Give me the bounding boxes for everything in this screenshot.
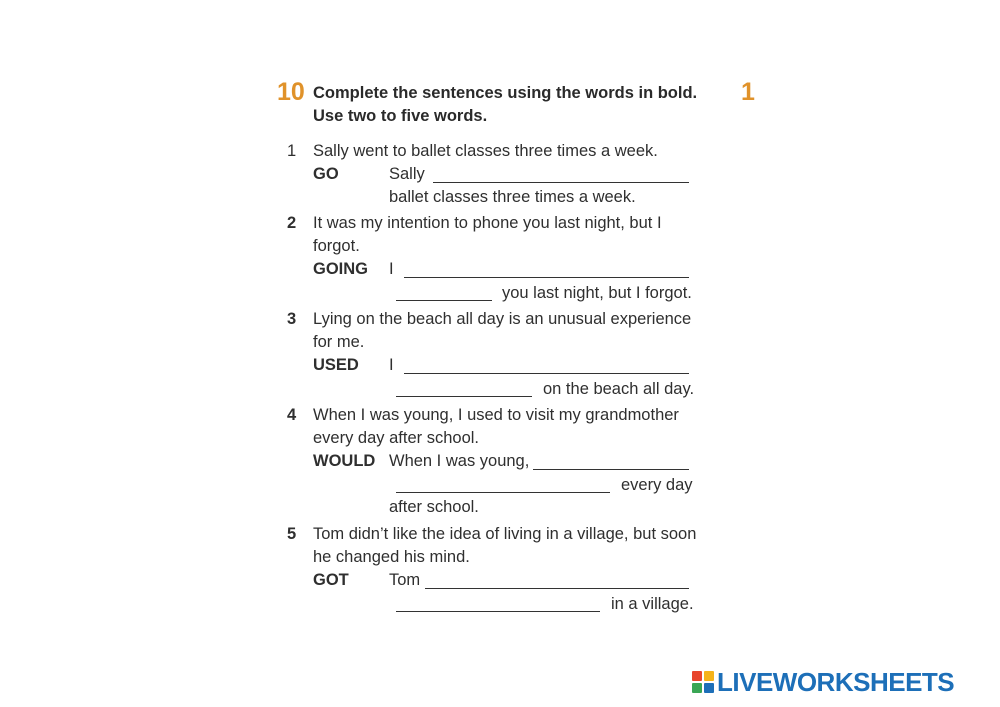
instructions-line-2: Use two to five words.: [313, 107, 488, 125]
item-continuation: every day: [621, 476, 693, 494]
instructions-line-1: Complete the sentences using the words in bold.: [313, 84, 698, 102]
item-continuation: on the beach all day.: [543, 380, 695, 398]
item-sentence: Tom didn’t like the idea of living in a village, but soon: [313, 525, 697, 543]
item-start-text: Sally: [389, 165, 425, 183]
answer-blank-2[interactable]: [396, 492, 610, 493]
item-start-text: I: [389, 356, 394, 374]
exercise-instructions: [313, 82, 697, 128]
item-continuation: you last night, but I forgot.: [502, 284, 692, 302]
item-start-text: I: [389, 260, 394, 278]
item-sentence: It was my intention to phone you last night, but I: [313, 214, 662, 232]
item-sentence-line-2: for me.: [313, 333, 365, 351]
item-keyword: GOT: [313, 571, 349, 589]
item-keyword: GO: [313, 165, 339, 183]
item-keyword: GOING: [313, 260, 369, 278]
liveworksheets-wordmark: LIVEWORKSHEETS: [717, 666, 955, 697]
liveworksheets-logo-icon: [692, 671, 714, 693]
item-continuation: in a village.: [611, 595, 694, 613]
item-sentence: When I was young, I used to visit my grandmother: [313, 406, 679, 424]
answer-blank-2[interactable]: [396, 611, 600, 612]
answer-blank[interactable]: [404, 277, 689, 278]
item-number: 3: [287, 310, 297, 328]
item-sentence-line-2: he changed his mind.: [313, 548, 470, 566]
item-sentence-line-2: every day after school.: [313, 429, 479, 447]
answer-blank-2[interactable]: [396, 396, 532, 397]
item-number: 1: [287, 142, 297, 160]
answer-blank[interactable]: [433, 182, 689, 183]
item-keyword: USED: [313, 356, 359, 374]
liveworksheets-branding: [692, 666, 955, 697]
item-number: 5: [287, 525, 297, 543]
item-start-text: Tom: [389, 571, 421, 589]
item-continuation: ballet classes three times a week.: [389, 188, 636, 206]
item-number: 4: [287, 406, 297, 424]
answer-blank[interactable]: [425, 588, 689, 589]
exercise-number: 10: [277, 78, 305, 106]
item-number: 2: [287, 214, 297, 232]
item-sentence: Sally went to ballet classes three times a week.: [313, 142, 658, 160]
answer-blank[interactable]: [533, 469, 689, 470]
item-sentence-line-2: forgot.: [313, 237, 360, 255]
side-number: 1: [741, 78, 755, 106]
item-sentence: Lying on the beach all day is an unusual experience: [313, 310, 692, 328]
item-keyword: WOULD: [313, 452, 376, 470]
answer-blank-2[interactable]: [396, 300, 492, 301]
item-start-text: When I was young,: [389, 452, 530, 470]
item-continuation-2: after school.: [389, 498, 479, 516]
answer-blank[interactable]: [404, 373, 689, 374]
